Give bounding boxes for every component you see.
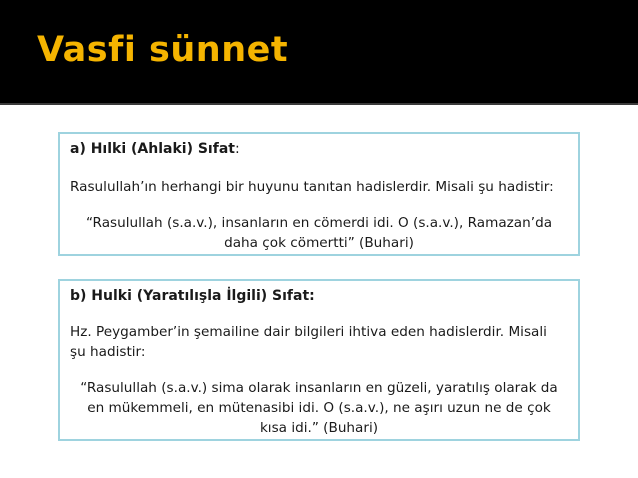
section-b-quote-line-3: kısa idi.” (Buhari) [259, 420, 379, 436]
section-b-quote-line-2: en mükemmeli, en mütenasibi idi. O (s.a.v.), ne aşırı uzun ne de çok [87, 400, 551, 416]
section-b-description-line-2: şu hadistir: [70, 344, 146, 360]
section-b-quote-line-1: “Rasulullah (s.a.v.) sima olarak insanların en güzeli, yaratılış olarak da [80, 380, 558, 396]
title-divider [0, 103, 638, 105]
section-a-heading-line [70, 140, 240, 159]
section-a-heading-suffix: : [234, 141, 240, 157]
section-a-description: Rasulullah’ın herhangi bir huyunu tanıtan hadislerdir. Misali şu hadistir: [70, 179, 554, 195]
section-b-description-line-1: Hz. Peygamber’in şemailine dair bilgileri ihtiva eden hadislerdir. Misali [70, 324, 547, 340]
slide-title: Vasfi sünnet [37, 30, 289, 70]
section-a-quote-line-1: “Rasulullah (s.a.v.), insanların en cömerdi idi. O (s.a.v.), Ramazan’da [85, 215, 553, 231]
section-a-box [58, 132, 580, 256]
section-a-heading: a) Hılki (Ahlaki) Sıfat [70, 141, 235, 157]
section-a-quote-line-2: daha çok cömertti” (Buhari) [224, 235, 414, 251]
title-band [0, 0, 638, 105]
section-b-box [58, 279, 580, 441]
section-b-heading: b) Hulki (Yaratılışla İlgili) Sıfat: [70, 288, 315, 304]
